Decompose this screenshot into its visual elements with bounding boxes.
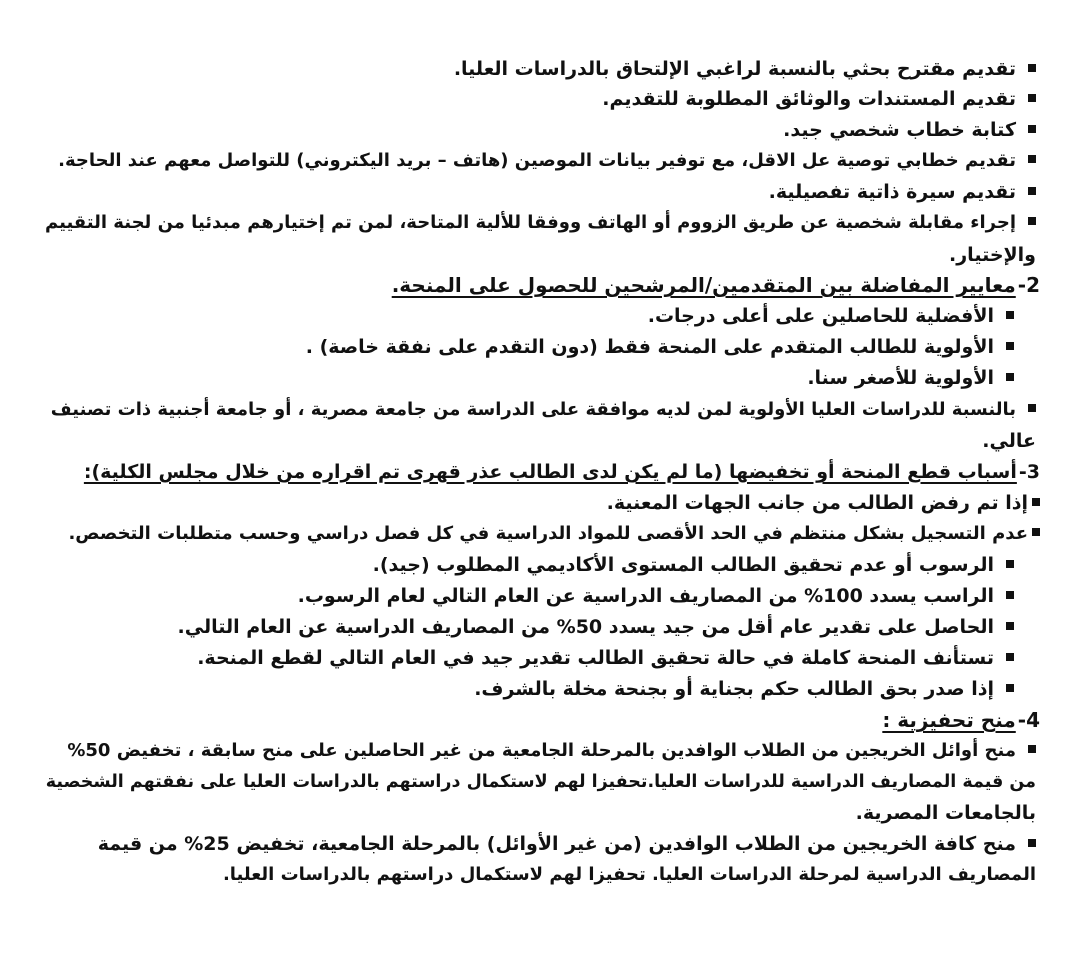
list-item-continuation: بالجامعات المصرية. — [855, 802, 1036, 824]
bullet-square-icon — [1028, 404, 1036, 412]
bullet-square-icon — [1006, 311, 1014, 319]
list-item: عدم التسجيل بشكل منتظم في الحد الأقصى للمواد الدراسية في كل فصل دراسي وحسب متطلبات التخصص. — [68, 521, 1040, 547]
list-item: تقديم خطابي توصية عل الاقل، مع توفير بيانات الموصين (هاتف – بريد اليكتروني) للتواصل معهم عند الحاجة. — [58, 148, 1036, 174]
bullet-square-icon — [1028, 94, 1036, 102]
list-item: إجراء مقابلة شخصية عن طريق الزووم أو الهاتف ووفقا للألية المتاحة، لمن تم إختيارهم مبدئيا من لجنة التقييم — [45, 210, 1036, 236]
list-item: الأفضلية للحاصلين على أعلى درجات. — [648, 303, 1014, 329]
bullet-square-icon — [1006, 591, 1014, 599]
list-item: الرسوب أو عدم تحقيق الطالب المستوى الأكاديمي المطلوب (جيد). — [373, 552, 1014, 578]
bullet-square-icon — [1028, 64, 1036, 72]
list-item: الأولوية للطالب المتقدم على المنحة فقط (دون التقدم على نفقة خاصة) . — [306, 334, 1014, 360]
bullet-square-icon — [1028, 155, 1036, 163]
section-heading-2: 2-معايير المفاضلة بين المتقدمين/المرشحين للحصول على المنحة. — [391, 273, 1040, 297]
list-item: الأولوية للأصغر سنا. — [807, 365, 1014, 391]
bullet-square-icon — [1006, 373, 1014, 381]
bullet-square-icon — [1006, 342, 1014, 350]
list-item: الحاصل على تقدير عام أقل من جيد يسدد 50% من المصاريف الدراسية عن العام التالي. — [178, 614, 1014, 640]
list-item: إذا تم رفض الطالب من جانب الجهات المعنية. — [607, 490, 1040, 516]
bullet-square-icon — [1028, 125, 1036, 133]
bullet-square-icon — [1006, 653, 1014, 661]
section-heading-4: 4-منح تحفيزية : — [882, 708, 1040, 732]
list-item-continuation: والإختيار. — [949, 244, 1036, 266]
list-item: كتابة خطاب شخصي جيد. — [783, 117, 1036, 143]
bullet-square-icon — [1032, 528, 1040, 536]
bullet-square-icon — [1006, 622, 1014, 630]
section-heading-3: 3-أسباب قطع المنحة أو تخفيضها (ما لم يكن لدى الطالب عذر قهرى تم اقراره من خلال مجلس الكلية): — [83, 461, 1040, 483]
list-item: منح أوائل الخريجين من الطلاب الوافدين بالمرحلة الجامعية من غير الحاصلين على منح سابقة ، تخفيض 50% — [67, 738, 1036, 764]
bullet-square-icon — [1028, 187, 1036, 195]
list-item: تقديم سيرة ذاتية تفصيلية. — [769, 179, 1036, 205]
list-item-continuation: من قيمة المصاريف الدراسية للدراسات العليا.تحفيزا لهم لاستكمال دراستهم بالدراسات العليا على نفقتهم الشخصية — [45, 772, 1036, 792]
bullet-square-icon — [1006, 684, 1014, 692]
bullet-square-icon — [1032, 498, 1040, 506]
list-item-continuation: عالي. — [982, 430, 1036, 452]
list-item: بالنسبة للدراسات العليا الأولوية لمن لديه موافقة على الدراسة من جامعة مصرية ، أو جامعة أجنبية ذات تصنيف — [51, 397, 1036, 423]
list-item: تقديم مقترح بحثي بالنسبة لراغبي الإلتحاق بالدراسات العليا. — [454, 56, 1036, 82]
bullet-square-icon — [1028, 839, 1036, 847]
list-item: إذا صدر بحق الطالب حكم بجناية أو بجنحة مخلة بالشرف. — [474, 676, 1014, 702]
list-item: تستأنف المنحة كاملة في حالة تحقيق الطالب تقدير جيد في العام التالي لقطع المنحة. — [197, 645, 1014, 671]
bullet-square-icon — [1006, 560, 1014, 568]
list-item: الراسب يسدد 100% من المصاريف الدراسية عن العام التالي لعام الرسوب. — [298, 583, 1014, 609]
bullet-square-icon — [1028, 217, 1036, 225]
list-item-continuation: المصاريف الدراسية لمرحلة الدراسات العليا. تحفيزا لهم لاستكمال دراستهم بالدراسات العليا. — [222, 864, 1036, 885]
bullet-square-icon — [1028, 745, 1036, 753]
list-item: تقديم المستندات والوثائق المطلوبة للتقديم. — [602, 86, 1036, 112]
list-item: منح كافة الخريجين من الطلاب الوافدين (من غير الأوائل) بالمرحلة الجامعية، تخفيض 25% من قيمة — [98, 831, 1036, 857]
